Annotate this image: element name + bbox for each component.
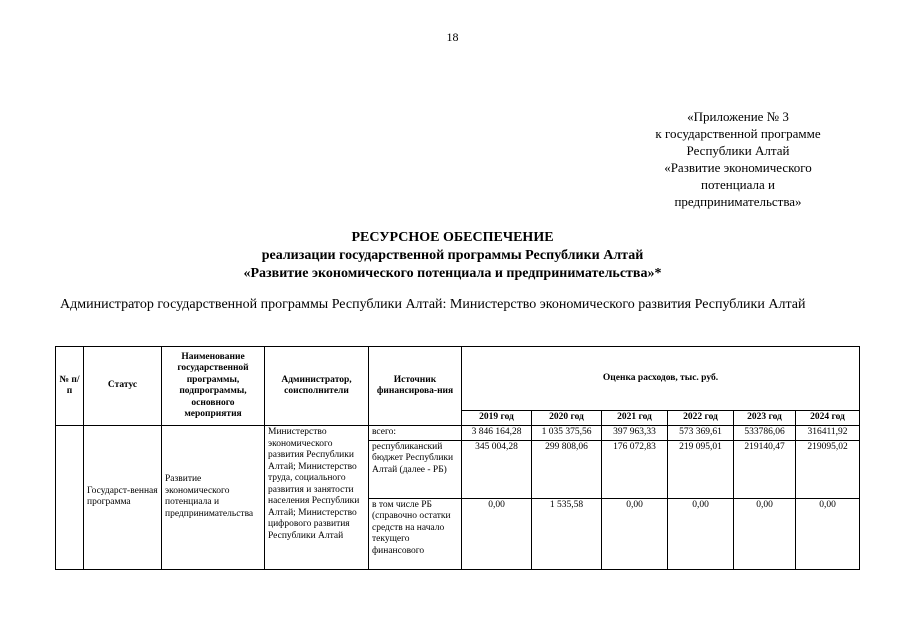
cell-status: Государст-венная программа xyxy=(84,426,162,570)
header-year: 2022 год xyxy=(668,411,734,426)
cell-value: 0,00 xyxy=(668,498,734,569)
cell-value: 1 535,58 xyxy=(532,498,602,569)
cell-source-wrap xyxy=(369,498,462,569)
cell-value: 3 846 164,28 xyxy=(462,426,532,441)
document-title xyxy=(0,229,905,283)
cell-source: республиканский бюджет Республики Алтай (далее - РБ) xyxy=(369,440,462,498)
appendix-line: «Развитие экономического xyxy=(664,160,812,175)
administrator-line: Администратор государственной программы Республики Алтай: Министерство экономического развития Республики Алтай xyxy=(60,297,806,312)
cell-value: 219 095,01 xyxy=(668,440,734,498)
header-year: 2020 год xyxy=(532,411,602,426)
cell-program-name: Развитие экономического потенциала и предпринимательства xyxy=(162,426,265,570)
header-num: № п/п xyxy=(56,347,84,426)
header-source: Источник финансирова-ния xyxy=(369,347,462,426)
cell-value: 345 004,28 xyxy=(462,440,532,498)
cell-value: 0,00 xyxy=(734,498,796,569)
header-status: Статус xyxy=(84,347,162,426)
cell-value: 299 808,06 xyxy=(532,440,602,498)
cell-value: 0,00 xyxy=(796,498,860,569)
cell-value: 1 035 375,56 xyxy=(532,426,602,441)
cell-value: 533786,06 xyxy=(734,426,796,441)
appendix-line: «Приложение № 3 xyxy=(687,109,789,124)
cell-admin: Министерство экономического развития Республики Алтай; Министерство труда, социального развития и занятости населения Республики Алтай; Министерство цифрового развития Республики Алтай xyxy=(265,426,369,570)
resource-table xyxy=(55,346,860,570)
header-year: 2019 год xyxy=(462,411,532,426)
cell-value: 0,00 xyxy=(462,498,532,569)
cell-source: всего: xyxy=(369,426,462,441)
cell-value: 219095,02 xyxy=(796,440,860,498)
appendix-note xyxy=(618,108,858,210)
appendix-line: предпринимательства» xyxy=(674,194,802,209)
table-row xyxy=(56,426,860,441)
header-admin: Администратор, соисполнители xyxy=(265,347,369,426)
header-costs: Оценка расходов, тыс. руб. xyxy=(462,347,860,411)
cell-value: 219140,47 xyxy=(734,440,796,498)
title-line-2: реализации государственной программы Республики Алтай xyxy=(261,248,644,263)
title-line-1: РЕСУРСНОЕ ОБЕСПЕЧЕНИЕ xyxy=(351,230,554,245)
title-line-3: «Развитие экономического потенциала и предпринимательства»* xyxy=(243,266,662,281)
cell-value: 316411,92 xyxy=(796,426,860,441)
cell-value: 573 369,61 xyxy=(668,426,734,441)
cell-source: в том числе РБ (справочно остатки средств на начало текущего финансового xyxy=(372,499,451,556)
appendix-line: Республики Алтай xyxy=(686,143,790,158)
appendix-line: потенциала и xyxy=(701,177,775,192)
page-number: 18 xyxy=(446,30,459,44)
header-name: Наименование государственной программы, подпрограммы, основного мероприятия xyxy=(162,347,265,426)
header-year: 2021 год xyxy=(602,411,668,426)
header-year: 2023 год xyxy=(734,411,796,426)
cell-value: 0,00 xyxy=(602,498,668,569)
cell-num xyxy=(56,426,84,570)
cell-value: 176 072,83 xyxy=(602,440,668,498)
cell-value: 397 963,33 xyxy=(602,426,668,441)
header-year: 2024 год xyxy=(796,411,860,426)
appendix-line: к государственной программе xyxy=(655,126,821,141)
